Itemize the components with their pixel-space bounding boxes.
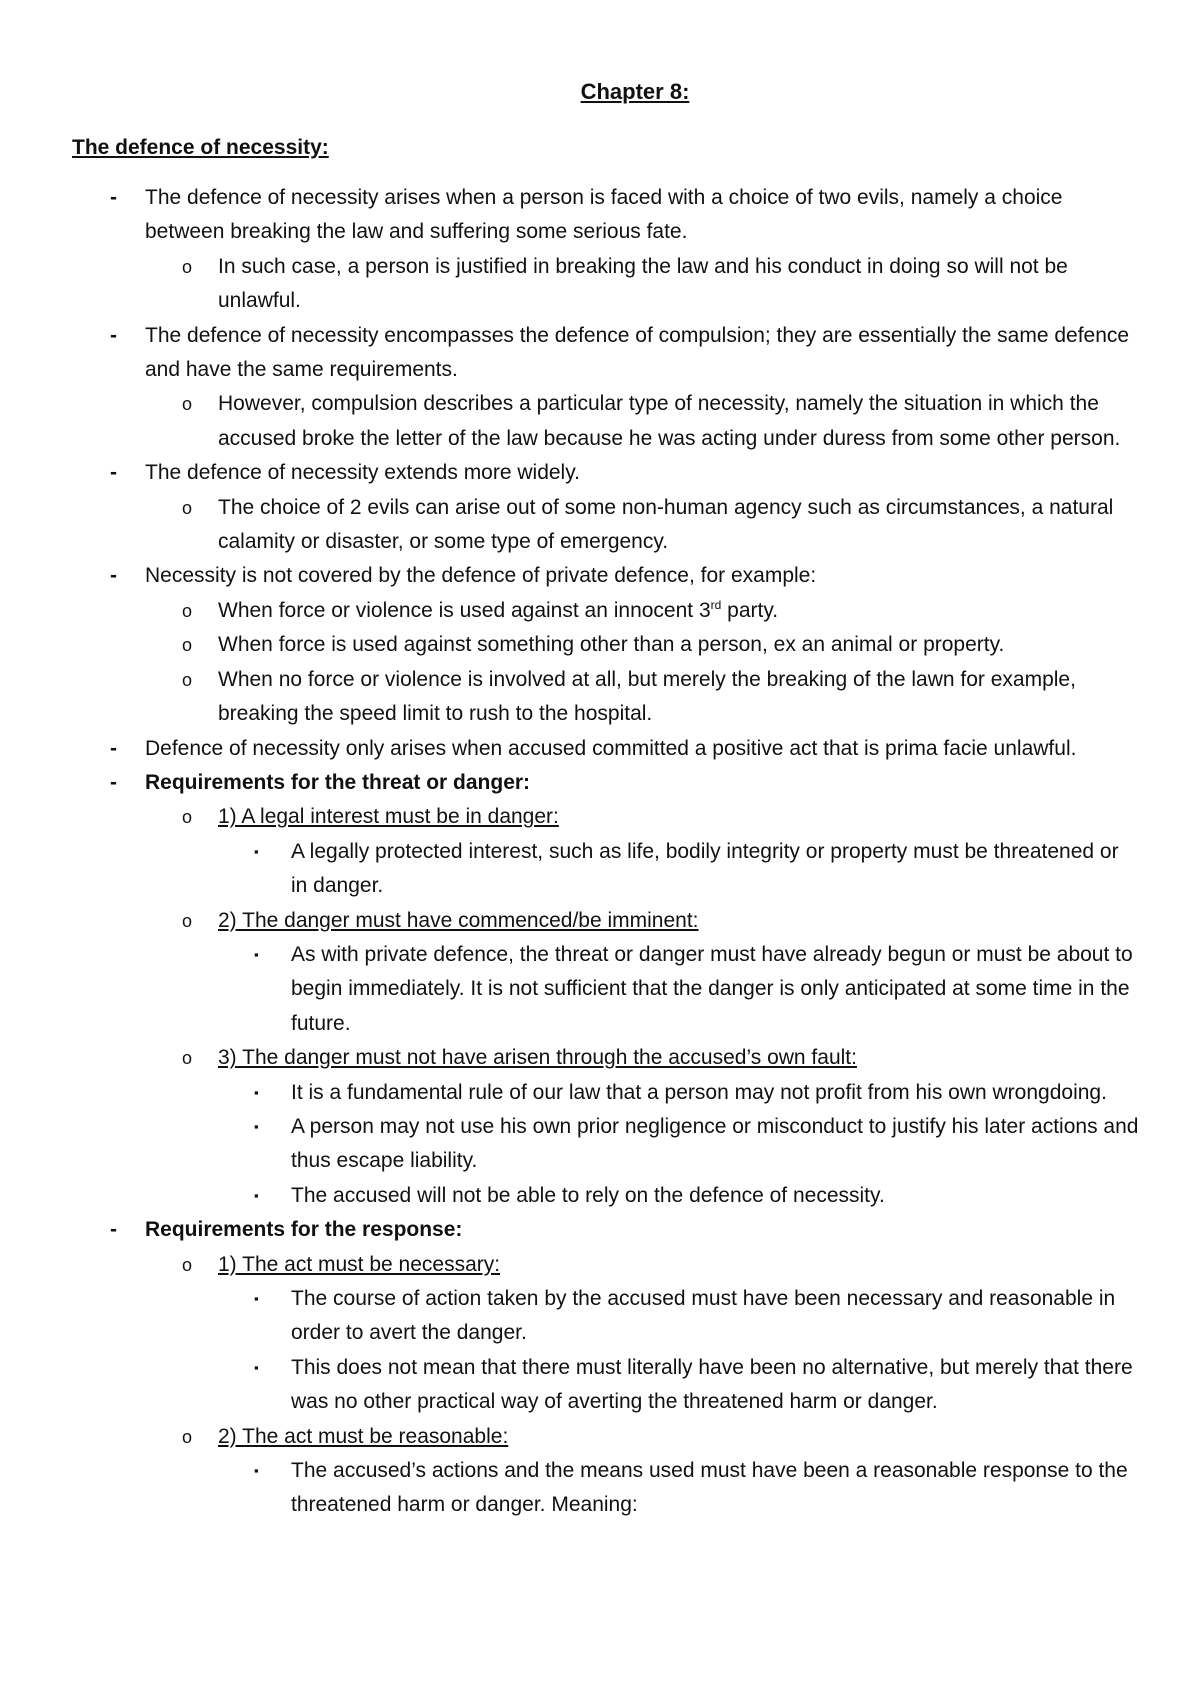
list-item-text-main: 1) A legal interest must be in danger:: [218, 805, 559, 829]
list-item-text: [291, 1454, 1140, 1523]
page-title: Chapter 8:: [580, 79, 690, 104]
bullet-marker: -: [110, 736, 117, 760]
list-item-text-main: It is a fundamental rule of our law that a person may not profit from his own wrongdoing.: [291, 1080, 1107, 1104]
list-item-text-main: Defence of necessity only arises when accused committed a positive act that is prima facie unlawful.: [145, 736, 1077, 760]
list-item-text-main: The defence of necessity extends more widely.: [145, 461, 581, 485]
bullet-marker: -: [110, 186, 117, 209]
bullet-marker: o: [182, 669, 193, 690]
list-item-level-3: [0, 938, 1200, 1041]
list-item-level-1: [0, 766, 1200, 800]
list-item-text: [145, 732, 1140, 766]
list-item-level-1: [0, 732, 1200, 766]
list-item-text: [218, 800, 1140, 834]
list-item-text-main: As with private defence, the threat or danger must have already begun or must be about to begin immediately. It is not sufficient that the danger is only anticipated at some time in the future.: [291, 942, 1133, 1035]
bullet-marker: o: [182, 807, 193, 828]
list-item-level-2: [0, 1420, 1200, 1454]
list-item-text: [291, 1282, 1140, 1351]
list-item-text-after: party.: [721, 598, 779, 622]
superscript: rd: [710, 597, 722, 612]
bullet-marker: -: [110, 770, 117, 794]
list-item-text-main: When force is used against something other than a person, ex an animal or property.: [218, 633, 1005, 657]
list-item-level-3: [0, 1282, 1200, 1351]
list-item-level-3: [0, 1076, 1200, 1110]
list-item-text-main: 2) The act must be reasonable:: [218, 1424, 509, 1448]
list-item-text: [291, 835, 1140, 904]
list-item-text-main: A person may not use his own prior negligence or misconduct to justify his later actions and thus escape liability.: [291, 1114, 1139, 1173]
bullet-list: [0, 181, 1200, 1523]
list-item-level-3: [0, 1110, 1200, 1179]
list-item-text: [145, 181, 1140, 250]
list-item-text-main: A legally protected interest, such as life, bodily integrity or property must be threatened or in danger.: [291, 839, 1119, 898]
bullet-marker: ▪: [254, 1291, 259, 1306]
list-item-text-main: 2) The danger must have commenced/be imminent:: [218, 908, 699, 932]
list-item-text-main: 1) The act must be necessary:: [218, 1252, 501, 1276]
list-item-text: [218, 904, 1140, 938]
list-item-text: [218, 491, 1140, 560]
list-item-level-1: [0, 181, 1200, 250]
list-item-text: [218, 1420, 1140, 1454]
list-item-text-main: However, compulsion describes a particular type of necessity, namely the situation in which the accused broke the letter of the law because he was acting under duress from some other person.: [218, 392, 1121, 450]
bullet-marker: o: [182, 1254, 193, 1275]
section-heading: The defence of necessity:: [72, 136, 329, 159]
list-item-text-main: In such case, a person is justified in breaking the law and his conduct in doing so will not be unlawful.: [218, 254, 1068, 313]
list-item-text: [218, 1248, 1140, 1282]
list-item-text: [291, 1351, 1140, 1420]
list-item-text: [218, 594, 1140, 628]
bullet-marker: o: [182, 635, 193, 656]
list-item-text-main: The defence of necessity encompasses the defence of compulsion; they are essentially the same defence and have the same requirements.: [145, 323, 1130, 382]
list-item-level-1: [0, 1213, 1200, 1247]
list-item-text: [145, 456, 1140, 490]
bullet-marker: ▪: [254, 1359, 259, 1375]
list-item-text: [291, 1179, 1140, 1213]
bullet-marker: -: [110, 564, 117, 588]
list-item-level-3: [0, 1454, 1200, 1523]
bullet-marker: ▪: [254, 1463, 259, 1479]
list-item-level-3: [0, 835, 1200, 904]
list-item-text-main: The defence of necessity arises when a person is faced with a choice of two evils, namely a choice between breaking the law and suffering some serious fate.: [145, 186, 1063, 244]
list-item-text-main: Requirements for the response:: [145, 1218, 463, 1242]
bullet-marker: ▪: [254, 1187, 259, 1203]
bullet-marker: -: [110, 323, 117, 347]
bullet-marker: o: [182, 1048, 193, 1069]
list-item-level-2: [0, 491, 1200, 560]
bullet-marker: ▪: [254, 843, 259, 859]
list-item-text-main: When force or violence is used against an innocent 3: [218, 598, 711, 622]
list-item-text-main: When no force or violence is involved at all, but merely the breaking of the lawn for example, breaking the speed limit to rush to the hospital.: [218, 667, 1076, 726]
bullet-marker: o: [182, 910, 193, 931]
bullet-marker: o: [182, 497, 193, 518]
list-item-text: [145, 1213, 1140, 1247]
list-item-text: [218, 387, 1140, 456]
bullet-marker: ▪: [254, 946, 259, 962]
list-item-text: [291, 938, 1140, 1041]
list-item-level-3: [0, 1179, 1200, 1213]
list-item-level-2: [0, 628, 1200, 662]
list-item-text: [218, 250, 1140, 319]
list-item-text: [291, 1110, 1140, 1179]
list-item-level-1: [0, 559, 1200, 593]
list-item-level-2: [0, 387, 1200, 456]
list-item-level-2: [0, 904, 1200, 938]
bullet-marker: o: [182, 256, 193, 277]
list-item-level-1: [0, 456, 1200, 490]
list-item-level-2: [0, 800, 1200, 834]
list-item-text: [218, 628, 1140, 662]
list-item-text-main: Requirements for the threat or danger:: [145, 770, 531, 794]
bullet-marker: -: [110, 461, 117, 485]
bullet-marker: o: [182, 394, 193, 415]
list-item-level-2: [0, 1248, 1200, 1282]
list-item-text: [145, 766, 1140, 800]
bullet-marker: o: [182, 600, 193, 621]
list-item-text-main: The accused will not be able to rely on the defence of necessity.: [291, 1183, 885, 1207]
list-item-text: [291, 1076, 1140, 1110]
list-item-text: [145, 559, 1140, 593]
list-item-text: [145, 319, 1140, 388]
list-item-text-main: This does not mean that there must literally have been no alternative, but merely that there was no other practical way of averting the threatened harm or danger.: [291, 1355, 1133, 1414]
list-item-text: [218, 663, 1140, 732]
list-item-level-2: [0, 663, 1200, 732]
list-item-level-2: [0, 250, 1200, 319]
list-item-text-main: The course of action taken by the accused must have been necessary and reasonable in order to avert the danger.: [291, 1287, 1116, 1345]
bullet-marker: ▪: [254, 1084, 259, 1100]
bullet-marker: ▪: [254, 1118, 259, 1134]
list-item-level-2: [0, 1041, 1200, 1075]
list-item-level-2: [0, 594, 1200, 628]
list-item-text-main: 3) The danger must not have arisen through the accused’s own fault:: [218, 1046, 857, 1070]
list-item-text-main: The choice of 2 evils can arise out of some non-human agency such as circumstances, a natural calamity or disaster, or some type of emergency.: [218, 495, 1114, 554]
bullet-marker: -: [110, 1218, 117, 1242]
list-item-text-main: Necessity is not covered by the defence of private defence, for example:: [145, 564, 817, 588]
list-item-level-1: [0, 319, 1200, 388]
list-item-text-main: The accused’s actions and the means used must have been a reasonable response to the threatened harm or danger. Meaning:: [291, 1459, 1128, 1517]
list-item-text: [218, 1041, 1140, 1075]
bullet-marker: o: [182, 1426, 193, 1447]
list-item-level-3: [0, 1351, 1200, 1420]
